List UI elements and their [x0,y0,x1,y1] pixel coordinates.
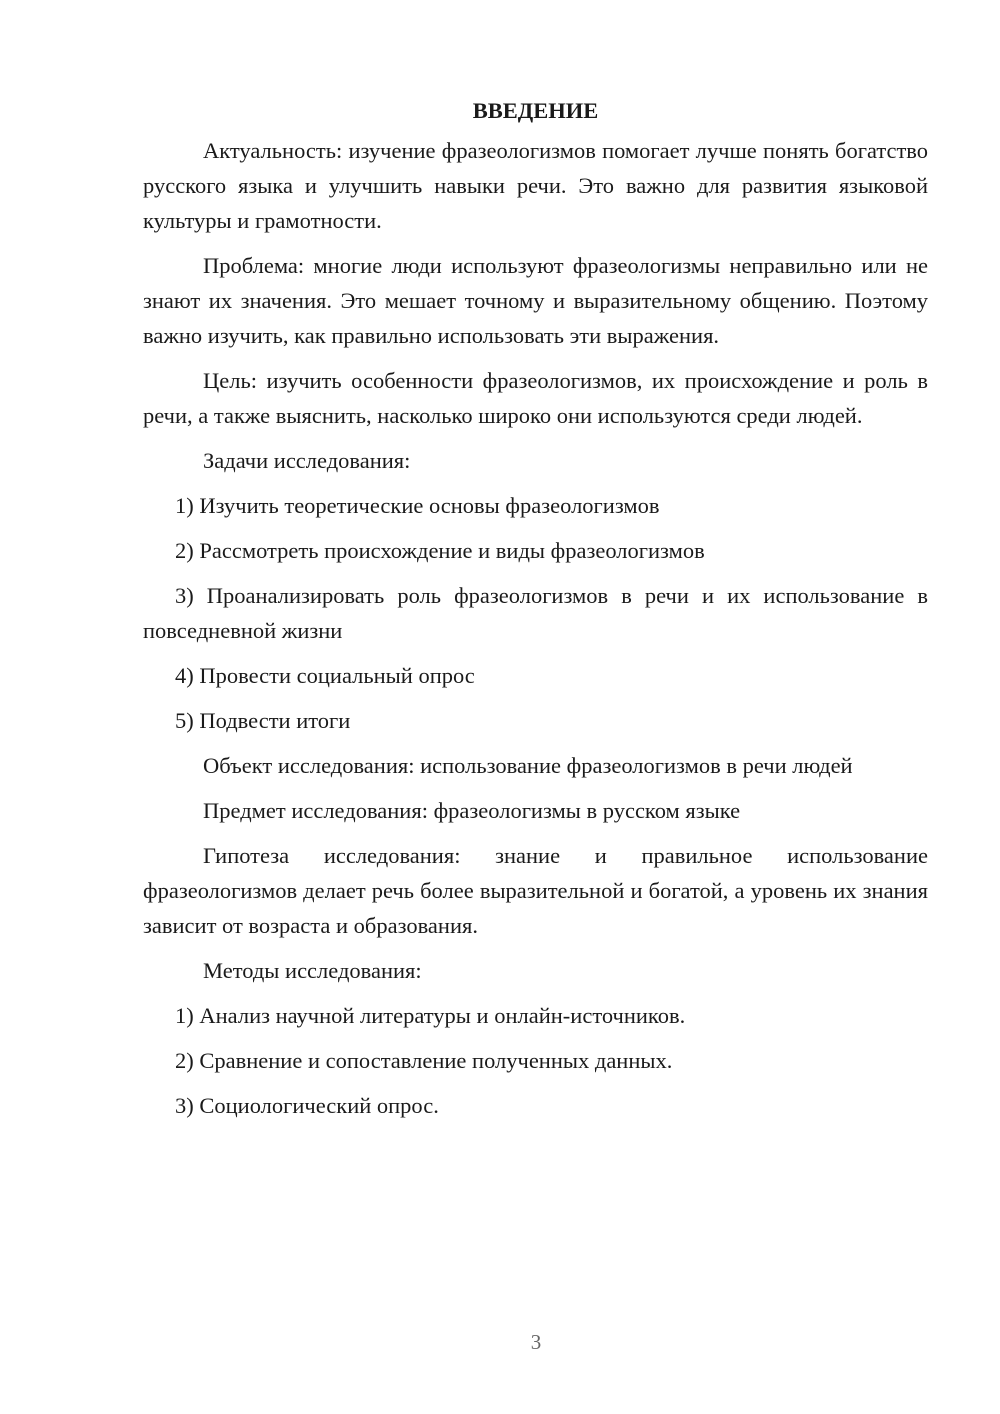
object-line: Объект исследования: использование фразеологизмов в речи людей [203,753,853,778]
method-item: 1) Анализ научной литературы и онлайн-источников. [175,1003,686,1028]
relevance-paragraph: Актуальность: изучение фразеологизмов помогает лучше понять богатство русского языка и улучшить навыки речи. Это важно для развития языковой культуры и грамотности. [143,138,928,233]
method-item: 2) Сравнение и сопоставление полученных данных. [175,1048,673,1073]
hypothesis-paragraph: Гипотеза исследования: знание и правильное использование фразеологизмов делает речь более выразительной и богатой, а уровень их знания зависит от возраста и образования. [143,843,928,938]
tasks-heading: Задачи исследования: [203,448,411,473]
task-item: 3) Проанализировать роль фразеологизмов в речи и их использование в повседневной жизни [143,583,928,643]
problem-paragraph: Проблема: многие люди используют фразеологизмы неправильно или не знают их значения. Это мешает точному и выразительному общению. Поэтому важно изучить, как правильно использовать эти выражения. [143,253,928,348]
method-item: 3) Социологический опрос. [175,1093,439,1118]
page-number: 3 [530,1330,542,1354]
methods-heading: Методы исследования: [203,958,422,983]
task-item: 5) Подвести итоги [175,708,351,733]
goal-paragraph: Цель: изучить особенности фразеологизмов, их происхождение и роль в речи, а также выяснить, насколько широко они используются среди людей. [143,368,928,428]
subject-line: Предмет исследования: фразеологизмы в русском языке [203,798,741,823]
section-title: ВВЕДЕНИЕ [472,98,599,123]
task-item: 4) Провести социальный опрос [175,663,475,688]
task-item: 1) Изучить теоретические основы фразеологизмов [175,493,660,518]
page-content [143,93,928,1133]
task-item: 2) Рассмотреть происхождение и виды фразеологизмов [175,538,705,563]
